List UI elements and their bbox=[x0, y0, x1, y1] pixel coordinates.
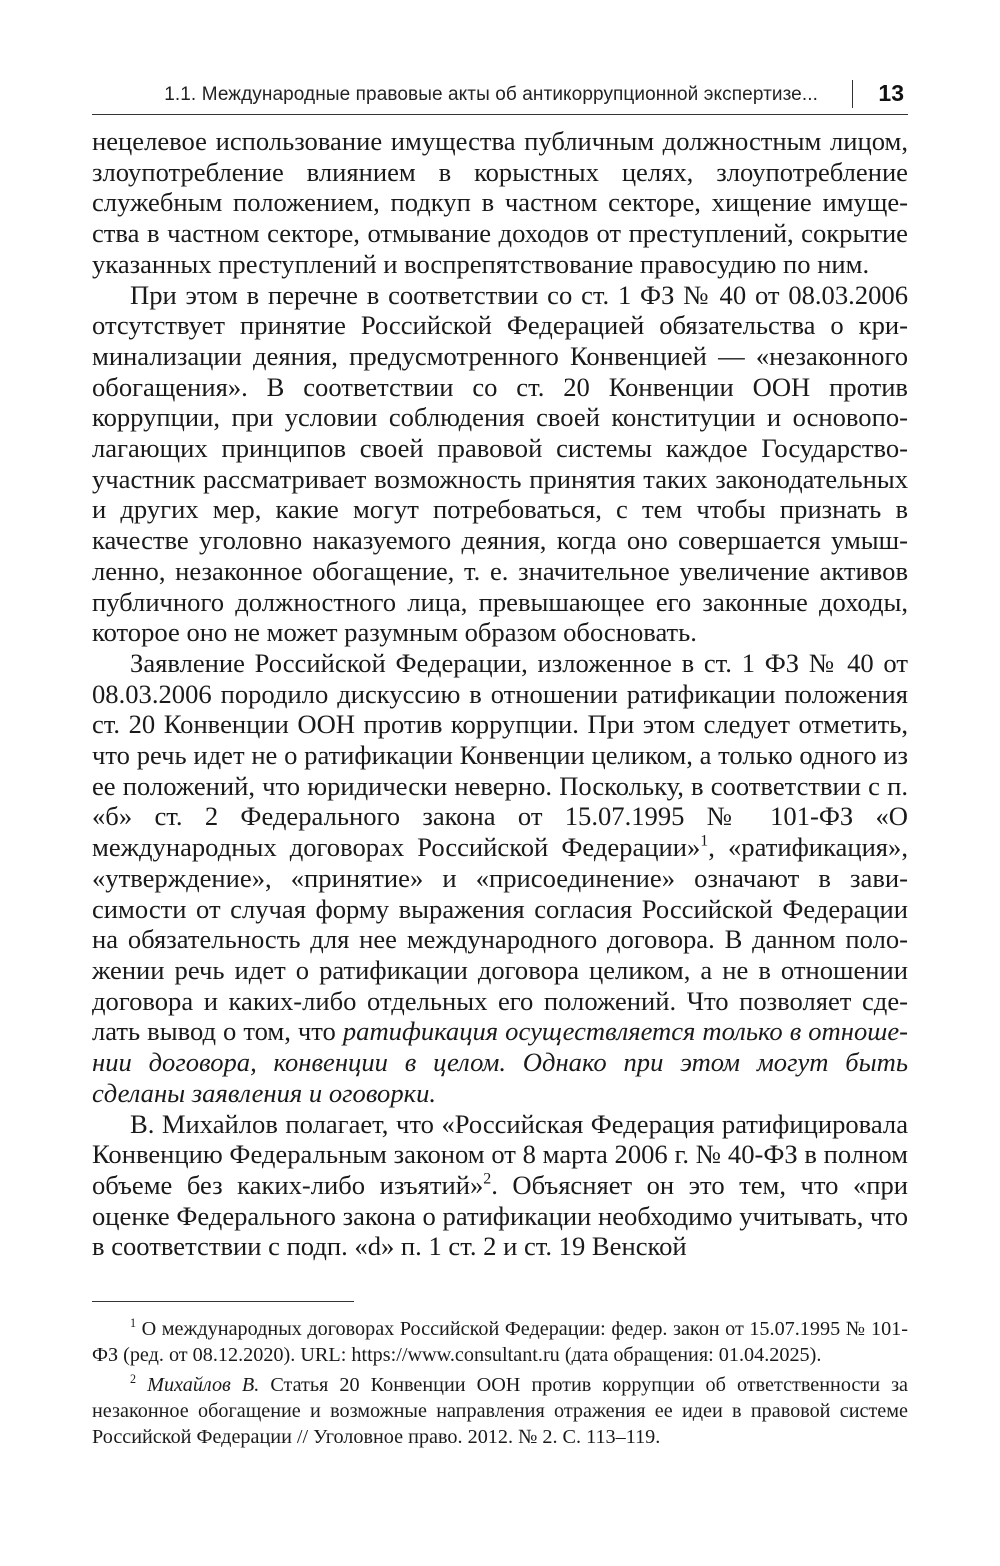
paragraph-4-text-b: . Объясняет он это тем, что «при оценке Федерального закона о ратификации необходимо учитывать, что в соответствии с подп. «d» п. 1 ст. 2 и ст. 19 Венской bbox=[92, 1169, 908, 1262]
footnote-1-text: О международных договорах Российской Федерации: федер. закон от 15.07.1995 № 101-ФЗ (ред. от 08.12.2020). URL: https://www.consultant.ru (дата обращения: 01.04.2025). bbox=[92, 1318, 909, 1366]
running-head bbox=[92, 78, 908, 115]
footnote-ref-1: 1 bbox=[700, 832, 709, 850]
paragraph-3-emphasis: ратификация осуществляется только в отношении договора, конвенции в целом. Однако при этом могут быть сделаны заявления и оговорки. bbox=[92, 1016, 908, 1108]
footnote-ref-2: 2 bbox=[483, 1170, 492, 1188]
paragraph-4 bbox=[92, 1109, 908, 1263]
footnote-divider bbox=[92, 1301, 354, 1302]
footnote-2-author: Михайлов В. bbox=[147, 1374, 260, 1396]
footnote-2-text: Статья 20 Конвенции ООН против коррупции об ответственности за незаконное обогащение и возможные направления отражения ее идеи в правовой системе Российской Федерации // Уголовное право. 2012. № 2. С. 113–119. bbox=[92, 1374, 909, 1448]
running-title: 1.1. Международные правовые акты об антикоррупционной экспертизе... bbox=[164, 84, 818, 105]
footnote-1 bbox=[92, 1316, 908, 1368]
book-page bbox=[92, 0, 908, 1566]
footnote-mark-2: 2 bbox=[130, 1372, 137, 1387]
paragraph-2: При этом в перечне в соответствии со ст. 1 ФЗ № 40 от 08.03.2006 отсутствует принятие Российской Федерацией обязательства о криминализации деяния, предусмотренного Конвенцией — «незаконного обогащения». В соответствии со ст. 20 Конвенции ООН против коррупции, при условии соблюдения своей конституции и основополагающих принципов своей правовой системы каждое Государство-участник рассматривает возможность принятия таких законодательных и других мер, какие могут потребоваться, с тем чтобы признать в качестве уголовно наказуемого деяния, когда оно совершается умышленно, незаконное обогащение, т. е. значительное увеличение активов публичного должностного лица, превышающее его законные доходы, которое оно не может разумным образом обосновать. bbox=[92, 279, 908, 648]
header-divider bbox=[852, 80, 853, 108]
footnote-mark-1: 1 bbox=[130, 1316, 137, 1331]
paragraph-3-text-a: Заявление Российской Федерации, изложенное в ст. 1 ФЗ № 40 от 08.03.2006 породило дискуссию в отношении ратификации положения ст. 20 Конвенции ООН против коррупции. При этом следует отметить, что речь идет не о ратификации Конвенции целиком, а только одного из ее положений, что юридически неверно. Поскольку, в соответствии с п. «б» ст. 2 Федерального закона от 15.07.1995 № 101-ФЗ «О международных договорах Российской Федерации» bbox=[92, 647, 908, 863]
page-number: 13 bbox=[878, 80, 904, 106]
paragraph-3 bbox=[92, 648, 908, 1109]
paragraph-3-text-b: , «ратификация», «утверждение», «принятие» и «присоединение» означают в зависимости от случая форму выражения согласия Российской Федерации на обязательность для нее международного договора. В данном положении речь идет о ратификации договора целиком, а не в отношении договора и каких-либо отдельных его положений. Что позволяет сделать вывод о том, что bbox=[92, 832, 908, 1047]
paragraph-4-text-a: В. Михайлов полагает, что «Российская Федерация ратифицировала Конвенцию Федеральным законом от 8 марта 2006 г. № 40-ФЗ в полном объеме без каких-либо изъятий» bbox=[92, 1108, 908, 1200]
paragraph-continued: нецелевое использование имущества публичным должностным лицом, злоупотребление влиянием в корыстных целях, злоупотребление служебным положением, подкуп в частном секторе, хищение имущества в частном секторе, отмывание доходов от преступлений, сокрытие указанных преступлений и воспрепятствование правосудию по ним. bbox=[92, 126, 908, 279]
footnotes bbox=[92, 1316, 908, 1450]
footnote-2 bbox=[92, 1372, 908, 1450]
body-text bbox=[92, 126, 908, 1262]
